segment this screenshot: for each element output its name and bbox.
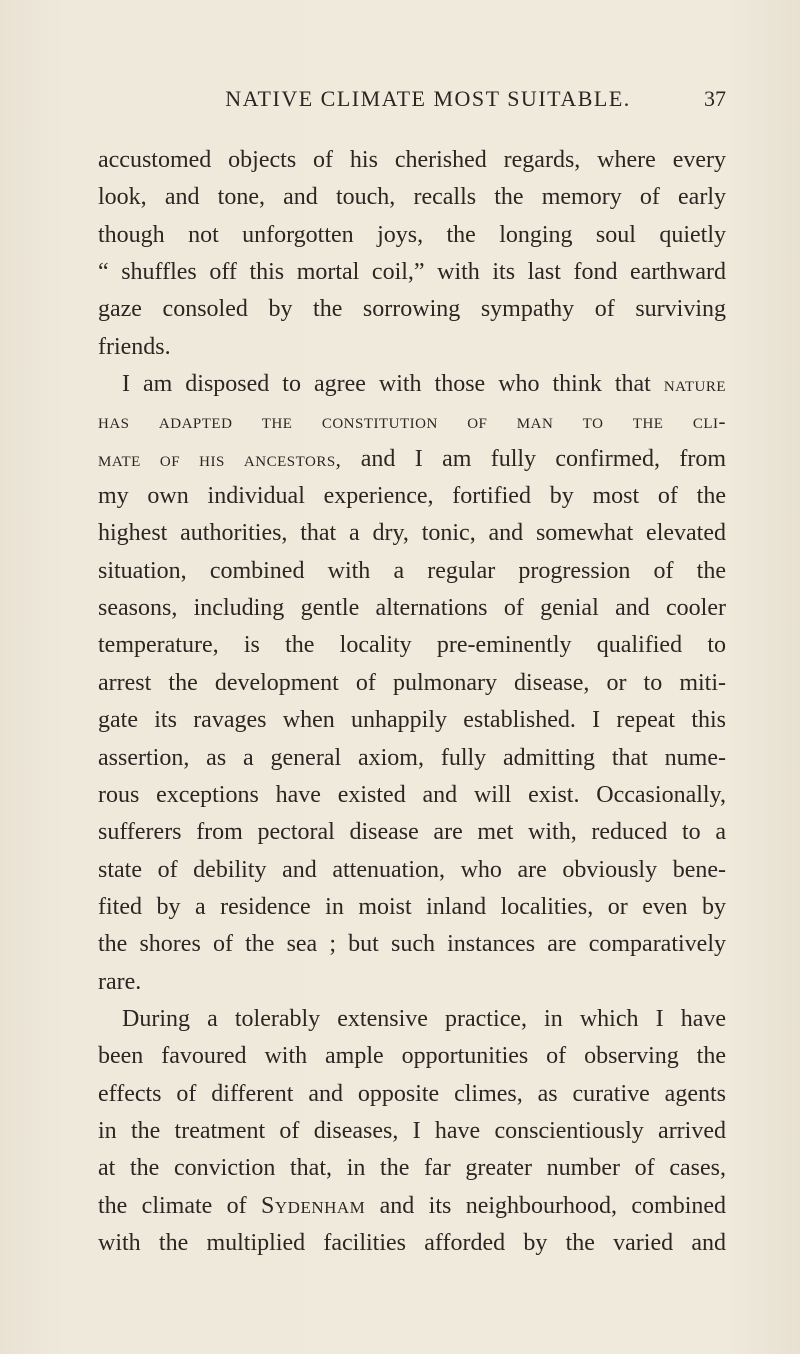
text-line: temperature, is the locality pre-eminently qualified to <box>98 632 726 659</box>
running-title: NATIVE CLIMATE MOST SUITABLE. <box>225 86 631 111</box>
text-line: rare. <box>98 968 142 995</box>
small-caps-place-name: Sydenham <box>261 1192 366 1219</box>
text-segment: and I am fully confirmed, from <box>360 445 726 472</box>
text-line: at the conviction that, in the far greater number of cases, <box>98 1155 726 1182</box>
running-head <box>130 86 726 126</box>
text-line: situation, combined with a regular progression of the <box>98 557 726 584</box>
text-line: my own individual experience, fortified by most of the <box>98 483 726 510</box>
text-line <box>98 366 726 403</box>
text-line: arrest the development of pulmonary disease, or to miti- <box>98 669 726 696</box>
text-line: effects of different and opposite climes, as curative agents <box>98 1080 726 1107</box>
small-caps-line: has adapted the constitution of man to the cli- <box>98 409 726 434</box>
text-line: accustomed objects of his cherished regards, where every <box>98 147 726 173</box>
text-line: gate its ravages when unhappily established. I repeat this <box>98 707 726 734</box>
text-segment: I am disposed to agree with those who think that <box>122 371 651 398</box>
text-line: in the treatment of diseases, I have conscientiously arrived <box>98 1117 726 1144</box>
body-text <box>98 142 726 1262</box>
text-segment: the climate of <box>98 1192 247 1219</box>
text-line: been favoured with ample opportunities of observing the <box>98 1043 726 1070</box>
text-line: highest authorities, that a dry, tonic, and somewhat elevated <box>98 520 726 547</box>
text-line: with the multiplied facilities afforded by the varied and <box>98 1229 726 1256</box>
text-line: state of debility and attenuation, who are obviously bene- <box>98 856 726 883</box>
text-line <box>98 441 726 478</box>
text-line <box>98 1188 726 1225</box>
small-caps-phrase: nature <box>663 372 727 397</box>
text-line: fited by a residence in moist inland localities, or even by <box>98 893 726 920</box>
text-line: the shores of the sea ; but such instances are comparatively <box>98 931 726 958</box>
text-line: sufferers from pectoral disease are met with, reduced to a <box>98 819 726 846</box>
text-line: rous exceptions have existed and will exist. Occasionally, <box>98 781 726 808</box>
text-line: “ shuffles off this mortal coil,” with its last fond earthward <box>98 259 726 286</box>
text-line: though not unforgotten joys, the longing soul quietly <box>98 221 726 248</box>
text-line: seasons, including gentle alternations of genial and cooler <box>98 595 726 622</box>
text-line: During a tolerably extensive practice, in which I have <box>122 1005 726 1032</box>
small-caps-phrase: mate of his ancestors, <box>98 446 342 471</box>
text-line: assertion, as a general axiom, fully admitting that nume- <box>98 744 726 771</box>
page-number: 37 <box>704 86 726 111</box>
text-segment: and its neighbourhood, combined <box>379 1192 727 1219</box>
text-line: look, and tone, and touch, recalls the memory of early <box>98 184 726 211</box>
text-line: gaze consoled by the sorrowing sympathy of surviving <box>98 296 726 323</box>
text-line: friends. <box>98 333 171 360</box>
